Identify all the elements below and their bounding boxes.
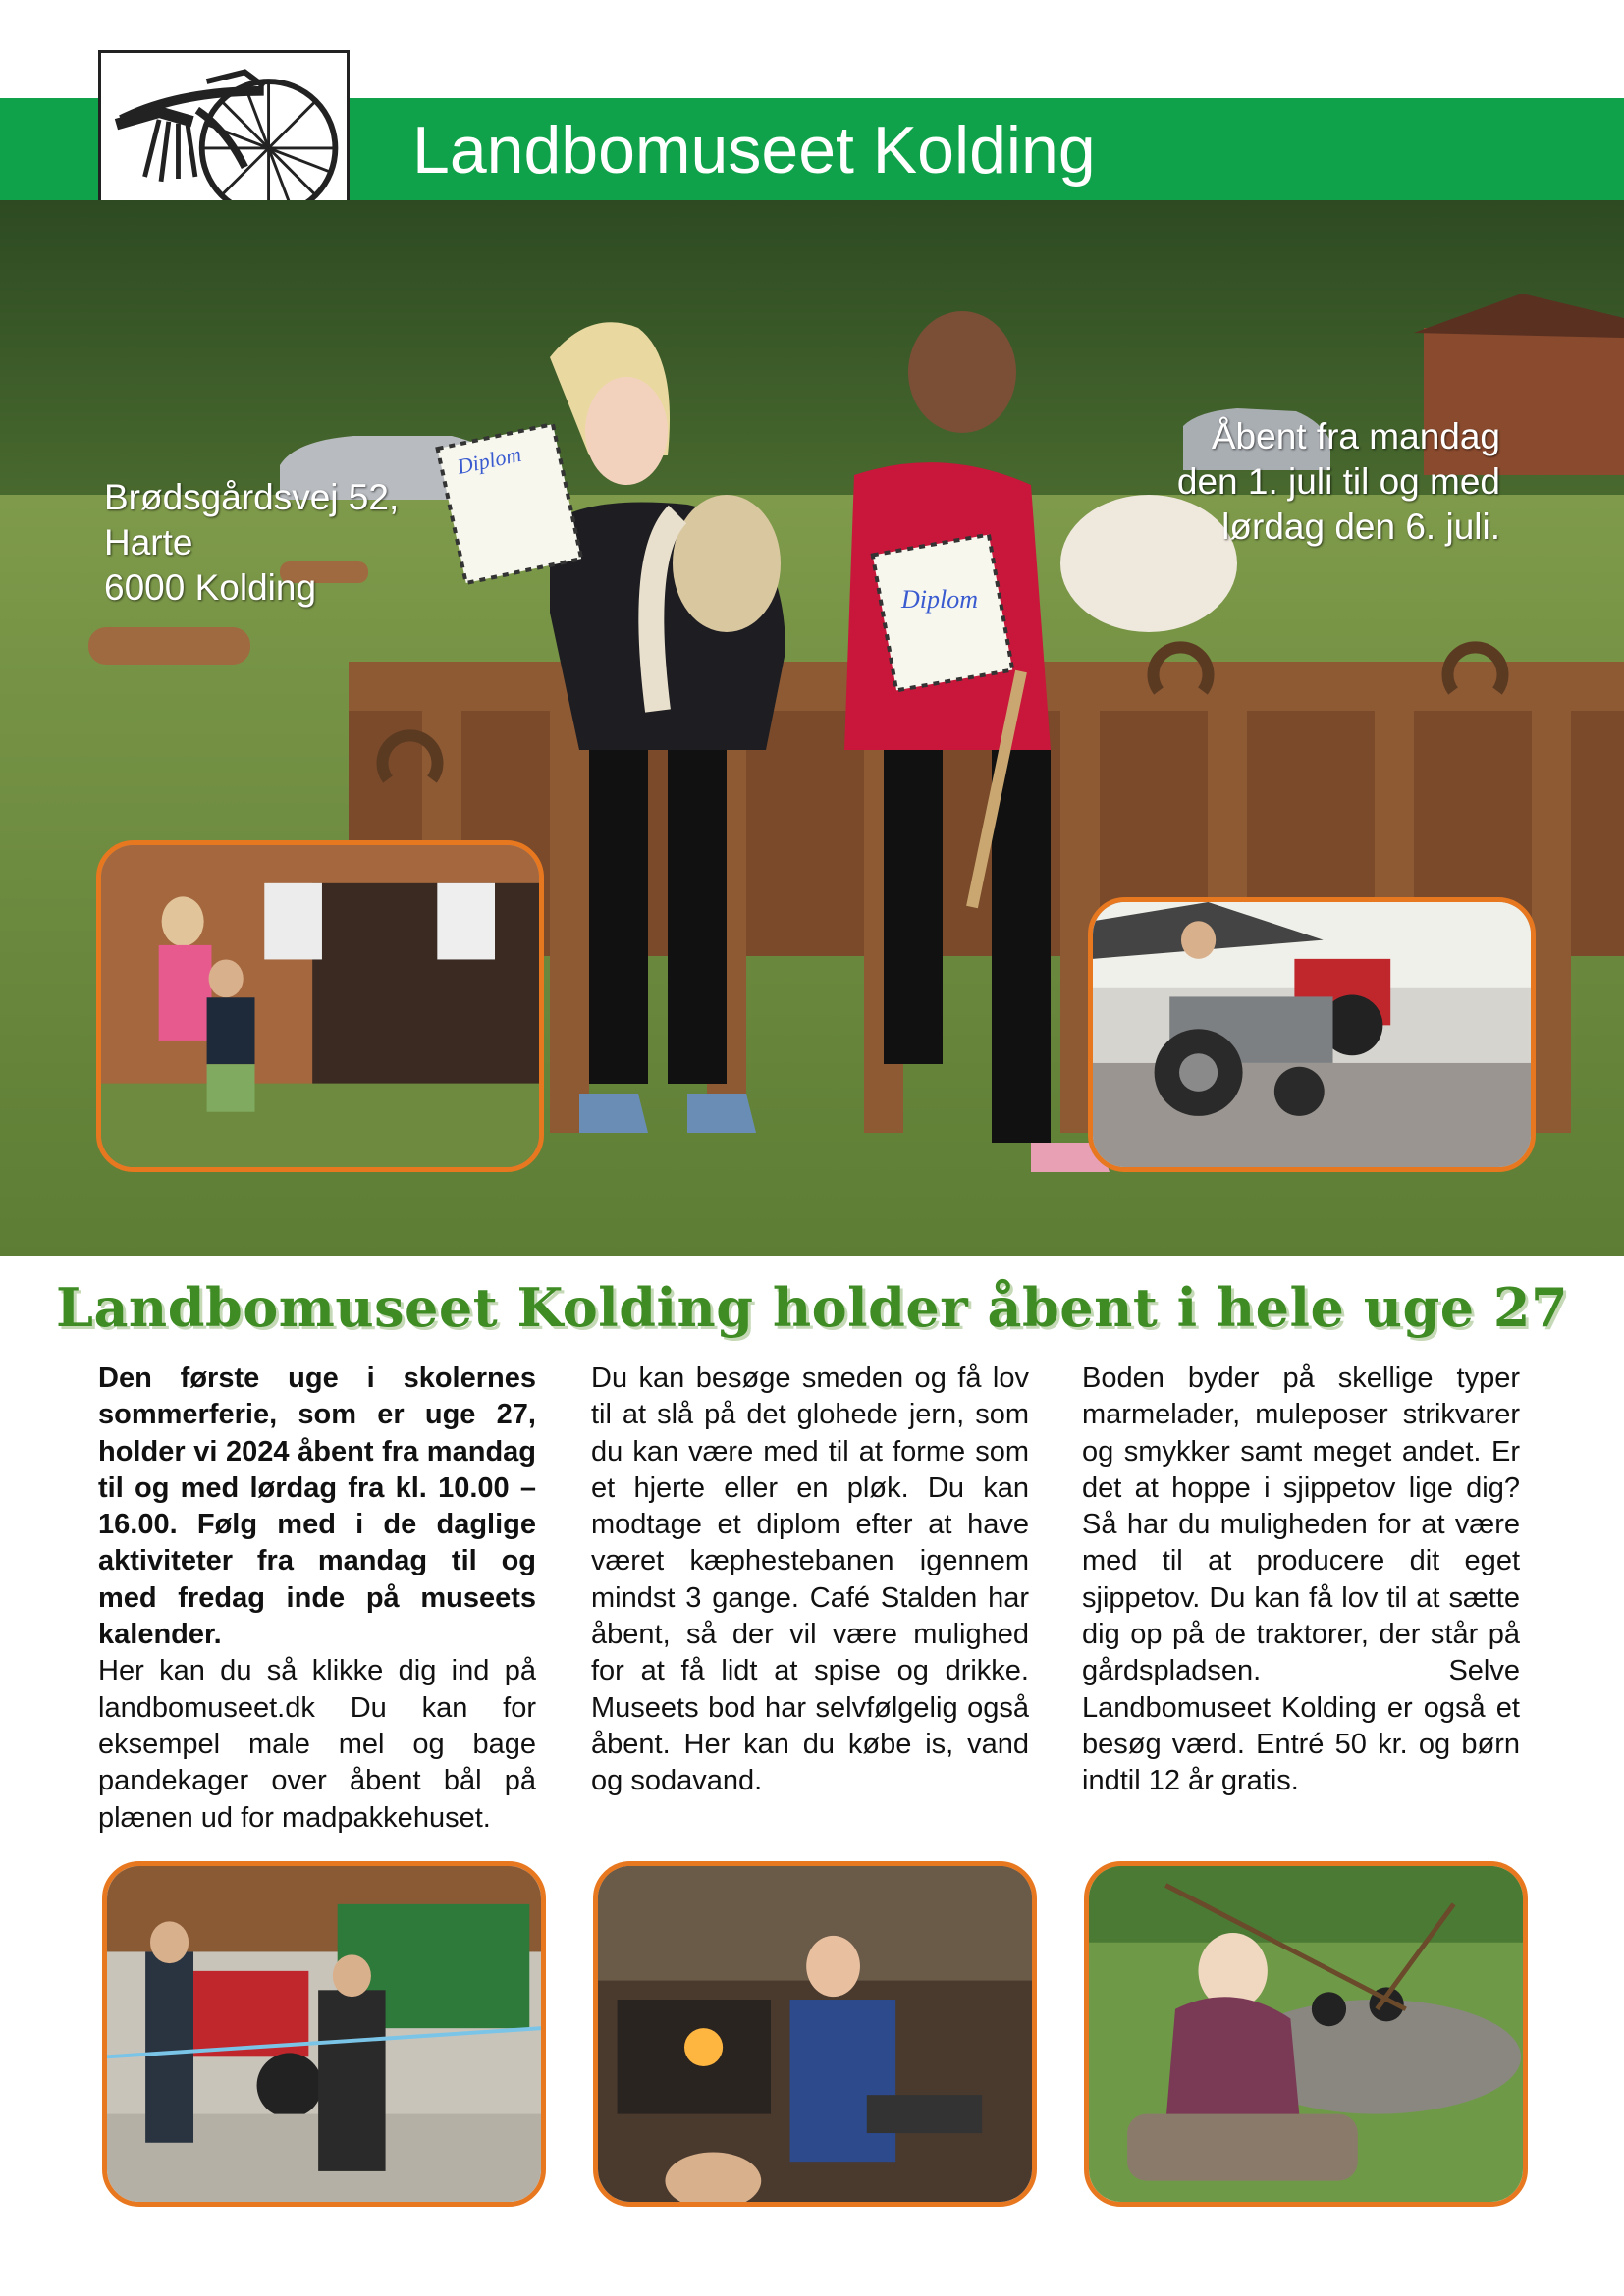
page-title: Landbomuseet Kolding xyxy=(412,113,1096,187)
shed-inset-photo xyxy=(96,840,544,1172)
opening-line-3: lørdag den 6. juli. xyxy=(1221,507,1500,547)
opening-line-1: Åbent fra mandag xyxy=(1211,416,1500,456)
intro-paragraph: Den første uge i skolernes sommerferie, som er uge 27, holder vi 2024 åbent fra mandag til og med lørdag fra kl. 10.00 – 16.00. Følg med i de daglige aktiviteter fra mandag til og med fredag inde på museets kalender. xyxy=(98,1362,536,1651)
diploma-text-2: Diplom xyxy=(455,441,524,479)
hero-photo xyxy=(0,200,1624,1256)
barn-machinery-photo xyxy=(102,1861,546,2207)
tractor-inset-photo xyxy=(1088,897,1536,1172)
article-column-1 xyxy=(98,1361,536,1837)
address-street: Brødsgårdsvej 52, xyxy=(104,477,400,517)
address-postal: 6000 Kolding xyxy=(104,567,317,608)
tractor-photo-icon xyxy=(1093,902,1531,1167)
address-town: Harte xyxy=(104,522,193,562)
column-2-text: Du kan besøge smeden og få lov til at slå på det glohede jern, som du kan være med til at forme som et hjerte eller en pløk. Du kan modtage et diplom efter at have været kæphestebanen igennem mindst 3 gange. Café Stalden har åbent, så der vil være mulighed for at få lidt at spise og drikke. Museets bod har selvfølgelig også åbent. Her kan du købe is, vand og sodavand. xyxy=(591,1362,1029,1797)
article-column-3 xyxy=(1082,1361,1520,1800)
column-1-text: Her kan du så klikke dig ind på landbomuseet.dk Du kan for eksempel male mel og bage pandekager over åbent bål på plænen ud for madpakkehuset. xyxy=(98,1655,536,1834)
address-block xyxy=(104,475,497,611)
barn-photo-icon xyxy=(107,1866,541,2202)
article-headline: Landbomuseet Kolding holder åbent i hele uge 27 xyxy=(55,1276,1569,1339)
article-column-2 xyxy=(591,1361,1029,1800)
column-3-text: Boden byder på skellige typer marmelader, muleposer strikvarer og smykker samt meget andet. Er det at hoppe i sjippetov lige dig? Så har du muligheden for at være med til at producere dit eget sjippetov. Du kan få lov til at sætte dig op på de traktorer, der står på gårdspladsen. Selve Landbomuseet Kolding er også et besøg værd. Entré 50 kr. og børn indtil 12 år gratis. xyxy=(1082,1362,1520,1797)
shed-photo-icon xyxy=(101,845,539,1167)
diploma-text: Diplom xyxy=(901,585,978,614)
campfire-pancakes-photo xyxy=(1084,1861,1528,2207)
opening-hours-note xyxy=(990,414,1500,550)
blacksmith-photo-icon xyxy=(598,1866,1032,2202)
opening-line-2: den 1. juli til og med xyxy=(1176,461,1500,502)
campfire-photo-icon xyxy=(1089,1866,1523,2202)
blacksmith-photo xyxy=(593,1861,1037,2207)
